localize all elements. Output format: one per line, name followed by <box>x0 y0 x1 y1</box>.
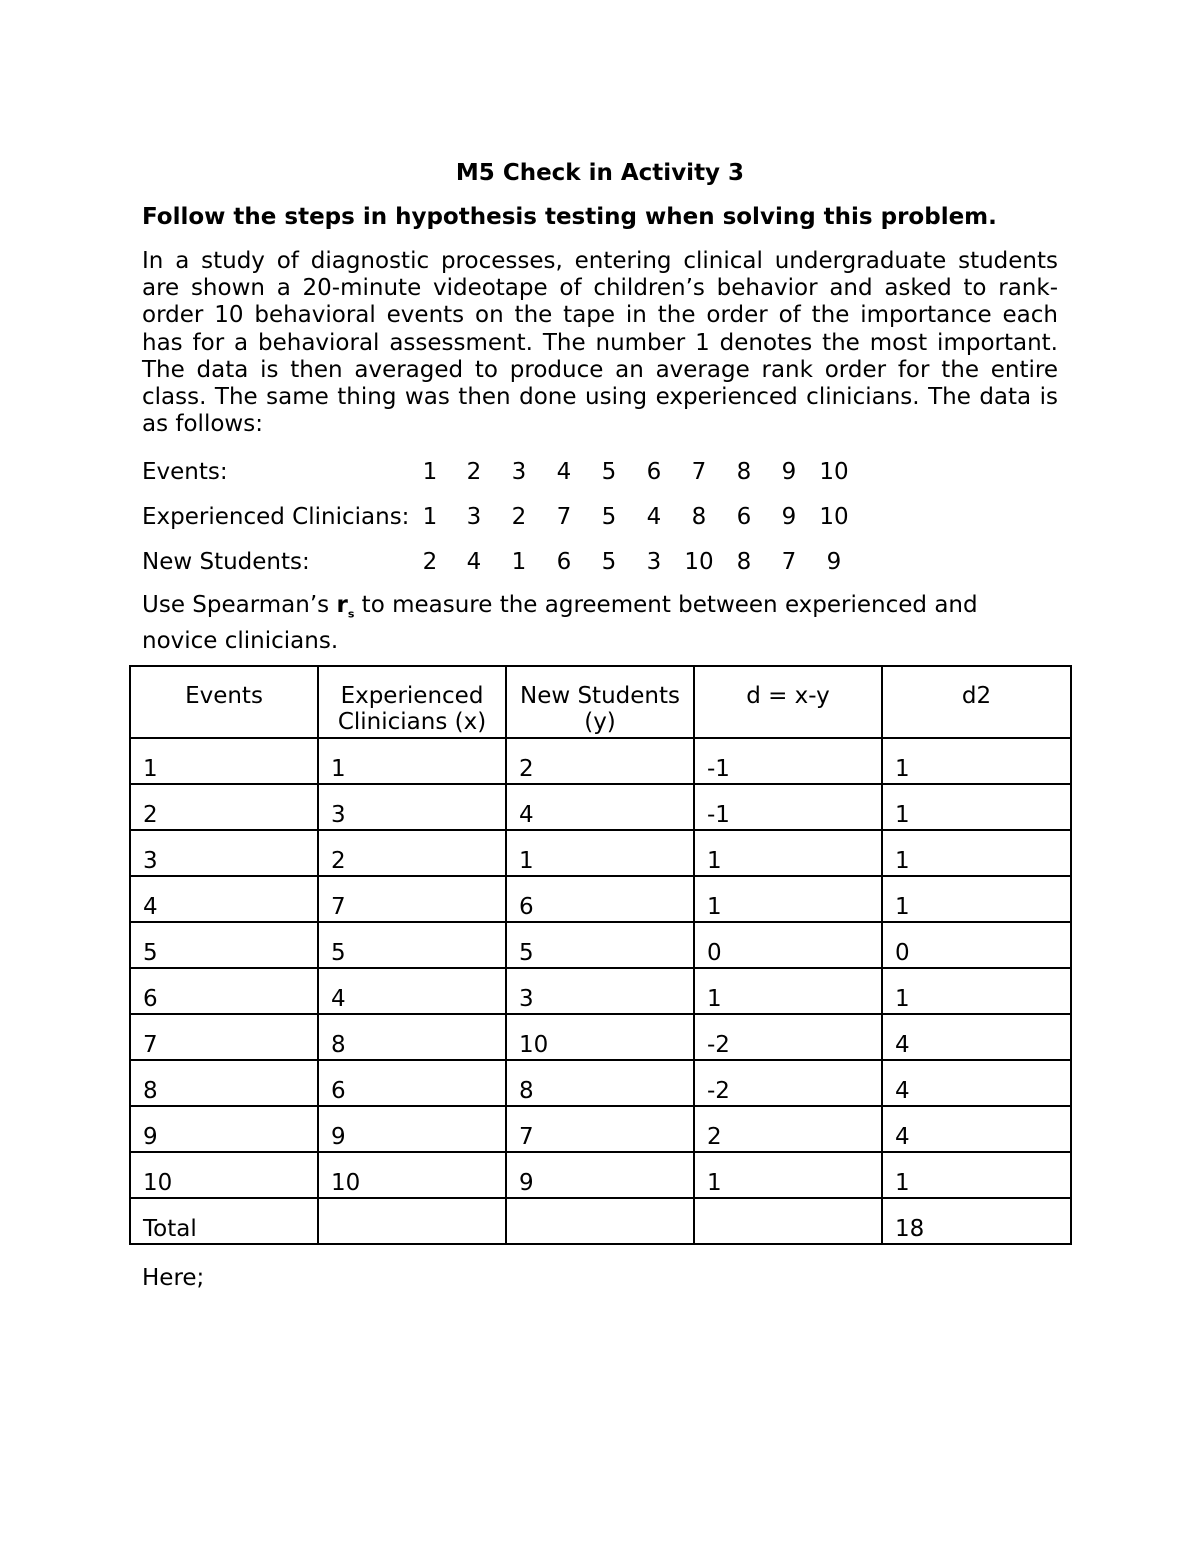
spearman-subscript: s <box>347 607 355 621</box>
d2-cell: 1 <box>882 830 1071 876</box>
table-header-row <box>130 666 1071 738</box>
students-cell: 5 <box>506 922 694 968</box>
d2-cell: 4 <box>882 1014 1071 1060</box>
students-cell: 4 <box>506 784 694 830</box>
events-cell: 2 <box>130 784 318 830</box>
students-cell: 7 <box>506 1106 694 1152</box>
events-value: 6 <box>646 459 662 485</box>
experienced-value: 10 <box>819 504 849 530</box>
question-before: Use Spearman’s <box>142 592 337 618</box>
total-d2-cell: 18 <box>882 1198 1071 1244</box>
d-cell: 2 <box>694 1106 882 1152</box>
d-cell: -2 <box>694 1060 882 1106</box>
students-value: 7 <box>781 549 797 575</box>
events-value: 4 <box>556 459 572 485</box>
events-value: 2 <box>466 459 482 485</box>
header-experienced: Experienced Clinicians (x) <box>318 666 506 738</box>
question-after: to measure the agreement between experienced and novice clinicians. <box>142 592 978 654</box>
d-cell: 1 <box>694 1152 882 1198</box>
d2-cell: 1 <box>882 876 1071 922</box>
students-value: 9 <box>826 549 842 575</box>
students-cell: 9 <box>506 1152 694 1198</box>
students-cell: 6 <box>506 876 694 922</box>
table-row <box>130 876 1071 922</box>
d2-cell: 0 <box>882 922 1071 968</box>
students-cell: 1 <box>506 830 694 876</box>
events-cell: 5 <box>130 922 318 968</box>
students-row-label: New Students: <box>142 549 310 575</box>
students-value: 10 <box>684 549 714 575</box>
header-d: d = x-y <box>694 666 882 738</box>
experienced-cell: 9 <box>318 1106 506 1152</box>
events-cell: 8 <box>130 1060 318 1106</box>
events-row-label: Events: <box>142 459 228 485</box>
d-cell: 1 <box>694 876 882 922</box>
events-cell: 6 <box>130 968 318 1014</box>
table-row <box>130 1060 1071 1106</box>
header-events: Events <box>130 666 318 738</box>
students-value: 6 <box>556 549 572 575</box>
table-row <box>130 968 1071 1014</box>
students-cell: 10 <box>506 1014 694 1060</box>
events-cell: 10 <box>130 1152 318 1198</box>
table-body <box>130 738 1071 1244</box>
d2-cell: 1 <box>882 784 1071 830</box>
rank-table <box>129 665 1072 1245</box>
d2-cell: 4 <box>882 1060 1071 1106</box>
table-row <box>130 784 1071 830</box>
experienced-value: 5 <box>601 504 617 530</box>
spearman-r: r <box>336 592 348 618</box>
events-cell: 9 <box>130 1106 318 1152</box>
events-cell: 7 <box>130 1014 318 1060</box>
header-students: New Students (y) <box>506 666 694 738</box>
table-row <box>130 922 1071 968</box>
students-data-row <box>142 546 942 578</box>
students-value: 4 <box>466 549 482 575</box>
students-value: 5 <box>601 549 617 575</box>
experienced-cell: 2 <box>318 830 506 876</box>
events-value: 7 <box>691 459 707 485</box>
d-cell: 1 <box>694 830 882 876</box>
experienced-value: 6 <box>736 504 752 530</box>
table-row <box>130 1014 1071 1060</box>
experienced-value: 9 <box>781 504 797 530</box>
d2-cell: 1 <box>882 1152 1071 1198</box>
table-row <box>130 830 1071 876</box>
experienced-cell: 3 <box>318 784 506 830</box>
students-cell: 3 <box>506 968 694 1014</box>
events-value: 8 <box>736 459 752 485</box>
total-experienced-cell <box>318 1198 506 1244</box>
students-value: 2 <box>422 549 438 575</box>
d2-cell: 1 <box>882 738 1071 784</box>
table-row <box>130 1152 1071 1198</box>
experienced-cell: 8 <box>318 1014 506 1060</box>
table-row <box>130 1106 1071 1152</box>
experienced-cell: 4 <box>318 968 506 1014</box>
spearman-symbol <box>336 592 355 621</box>
d-cell: -1 <box>694 738 882 784</box>
d-cell: 1 <box>694 968 882 1014</box>
events-cell: 3 <box>130 830 318 876</box>
total-row <box>130 1198 1071 1244</box>
experienced-row-label: Experienced Clinicians: <box>142 504 410 530</box>
header-d2: d2 <box>882 666 1071 738</box>
events-value: 1 <box>422 459 438 485</box>
students-value: 8 <box>736 549 752 575</box>
total-events-cell: Total <box>130 1198 318 1244</box>
d-cell: -1 <box>694 784 882 830</box>
experienced-value: 7 <box>556 504 572 530</box>
events-value: 9 <box>781 459 797 485</box>
events-cell: 1 <box>130 738 318 784</box>
d-cell: -2 <box>694 1014 882 1060</box>
question-text <box>142 592 1058 655</box>
experienced-value: 1 <box>422 504 438 530</box>
experienced-cell: 7 <box>318 876 506 922</box>
d-cell: 0 <box>694 922 882 968</box>
page-title: M5 Check in Activity 3 <box>455 160 745 186</box>
experienced-data-row <box>142 501 942 533</box>
students-value: 3 <box>646 549 662 575</box>
instruction-heading: Follow the steps in hypothesis testing when solving this problem. <box>142 204 997 230</box>
events-value: 3 <box>511 459 527 485</box>
d2-cell: 4 <box>882 1106 1071 1152</box>
students-cell: 2 <box>506 738 694 784</box>
experienced-cell: 10 <box>318 1152 506 1198</box>
total-d-cell <box>694 1198 882 1244</box>
closing-text: Here; <box>142 1265 205 1291</box>
table-row <box>130 738 1071 784</box>
total-students-cell <box>506 1198 694 1244</box>
experienced-value: 4 <box>646 504 662 530</box>
events-data-row <box>142 456 942 488</box>
experienced-value: 3 <box>466 504 482 530</box>
students-value: 1 <box>511 549 527 575</box>
experienced-cell: 1 <box>318 738 506 784</box>
events-cell: 4 <box>130 876 318 922</box>
experienced-value: 2 <box>511 504 527 530</box>
events-value: 5 <box>601 459 617 485</box>
experienced-cell: 6 <box>318 1060 506 1106</box>
problem-statement: In a study of diagnostic processes, entering clinical undergraduate students are shown a 20-minute videotape of children’s behavior and asked to rank-order 10 behavioral events on the tape in the order of the importance each has for a behavioral assessment. The number 1 denotes the most important. The data is then averaged to produce an average rank order for the entire class. The same thing was then done using experienced clinicians. The data is as follows: <box>142 248 1058 438</box>
d2-cell: 1 <box>882 968 1071 1014</box>
experienced-value: 8 <box>691 504 707 530</box>
experienced-cell: 5 <box>318 922 506 968</box>
events-value: 10 <box>819 459 849 485</box>
students-cell: 8 <box>506 1060 694 1106</box>
